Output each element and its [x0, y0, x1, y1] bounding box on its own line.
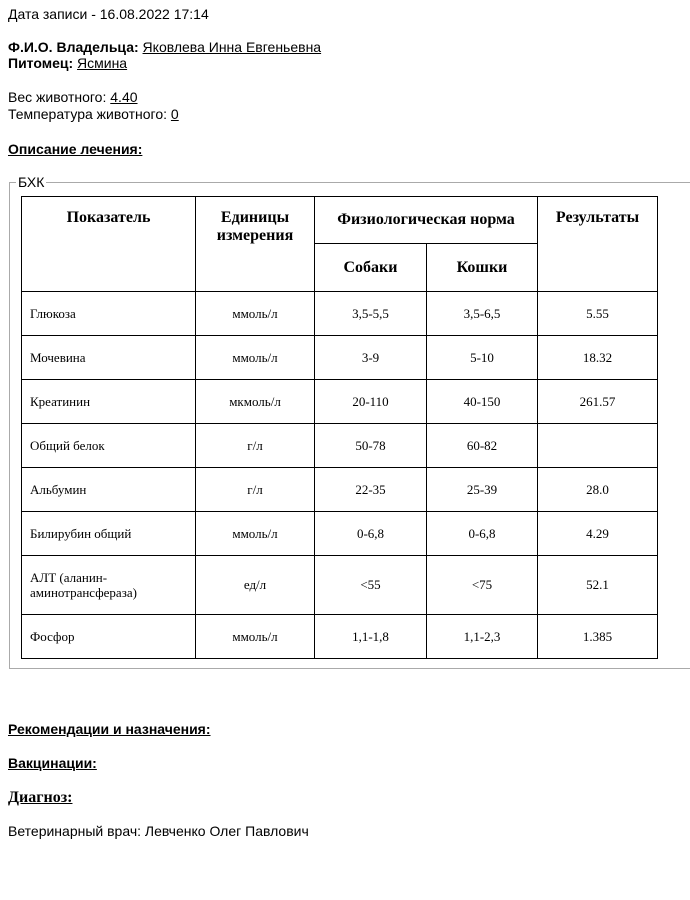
- indicator-cell: Фосфор: [22, 615, 196, 659]
- vet-row: [8, 823, 309, 839]
- result-cell: 261.57: [538, 380, 658, 424]
- dogs-norm-cell: 20-110: [315, 380, 427, 424]
- table-row: [22, 556, 658, 615]
- units-cell: ммоль/л: [196, 512, 315, 556]
- col-header-cats: Кошки: [427, 244, 538, 292]
- table-row: [22, 615, 658, 659]
- owner-name-link[interactable]: Яковлева Инна Евгеньевна: [142, 39, 322, 55]
- units-cell: ммоль/л: [196, 336, 315, 380]
- units-cell: ммоль/л: [196, 615, 315, 659]
- units-cell: мкмоль/л: [196, 380, 315, 424]
- pet-label: Питомец:: [8, 55, 74, 71]
- col-header-results: Результаты: [538, 197, 658, 292]
- col-header-units: Единицы измерения: [196, 197, 315, 292]
- table-row: [22, 336, 658, 380]
- cats-norm-cell: 3,5-6,5: [427, 292, 538, 336]
- bxk-table: [21, 196, 658, 659]
- owner-row: [8, 39, 321, 55]
- result-cell: 5.55: [538, 292, 658, 336]
- vet-label: Ветеринарный врач:: [8, 823, 141, 839]
- indicator-cell: Глюкоза: [22, 292, 196, 336]
- units-cell: ед/л: [196, 556, 315, 615]
- indicator-cell: Альбумин: [22, 468, 196, 512]
- temperature-row: [8, 106, 179, 122]
- table-row: [22, 292, 658, 336]
- cats-norm-cell: 40-150: [427, 380, 538, 424]
- indicator-cell: Мочевина: [22, 336, 196, 380]
- cats-norm-cell: 60-82: [427, 424, 538, 468]
- col-header-indicator: Показатель: [22, 197, 196, 292]
- units-cell: ммоль/л: [196, 292, 315, 336]
- dogs-norm-cell: 1,1-1,8: [315, 615, 427, 659]
- recommendations-heading: Рекомендации и назначения:: [8, 721, 211, 737]
- cats-norm-cell: 1,1-2,3: [427, 615, 538, 659]
- diagnosis-heading: Диагноз:: [8, 789, 73, 806]
- dogs-norm-cell: 22-35: [315, 468, 427, 512]
- owner-label: Ф.И.О. Владельца:: [8, 39, 139, 55]
- treatment-heading: Описание лечения:: [8, 141, 143, 157]
- dogs-norm-cell: <55: [315, 556, 427, 615]
- result-cell: 52.1: [538, 556, 658, 615]
- table-row: [22, 468, 658, 512]
- dogs-norm-cell: 3-9: [315, 336, 427, 380]
- dogs-norm-cell: 3,5-5,5: [315, 292, 427, 336]
- indicator-cell: Билирубин общий: [22, 512, 196, 556]
- col-header-norm: Физиологическая норма: [315, 197, 538, 244]
- result-cell: 4.29: [538, 512, 658, 556]
- cats-norm-cell: 0-6,8: [427, 512, 538, 556]
- cats-norm-cell: <75: [427, 556, 538, 615]
- table-row: [22, 512, 658, 556]
- indicator-cell: АЛТ (аланин-аминотрансфераза): [22, 556, 196, 615]
- record-date: Дата записи - 16.08.2022 17:14: [8, 6, 209, 22]
- cats-norm-cell: 5-10: [427, 336, 538, 380]
- table-row: [22, 380, 658, 424]
- pet-row: [8, 55, 127, 71]
- units-cell: г/л: [196, 468, 315, 512]
- weight-value[interactable]: 4.40: [110, 89, 138, 105]
- units-cell: г/л: [196, 424, 315, 468]
- col-header-dogs: Собаки: [315, 244, 427, 292]
- vaccinations-heading: Вакцинации:: [8, 755, 97, 771]
- result-cell: 28.0: [538, 468, 658, 512]
- result-cell: [538, 424, 658, 468]
- result-cell: 1.385: [538, 615, 658, 659]
- indicator-cell: Креатинин: [22, 380, 196, 424]
- pet-name-link[interactable]: Ясмина: [77, 55, 128, 71]
- weight-row: [8, 89, 138, 105]
- indicator-cell: Общий белок: [22, 424, 196, 468]
- dogs-norm-cell: 0-6,8: [315, 512, 427, 556]
- vet-name: Левченко Олег Павлович: [144, 823, 309, 839]
- result-cell: 18.32: [538, 336, 658, 380]
- table-row: [22, 424, 658, 468]
- dogs-norm-cell: 50-78: [315, 424, 427, 468]
- bxk-legend: БХК: [18, 174, 45, 190]
- weight-label: Вес животного:: [8, 89, 107, 105]
- temperature-label: Температура животного:: [8, 106, 168, 122]
- temperature-value[interactable]: 0: [170, 106, 179, 122]
- cats-norm-cell: 25-39: [427, 468, 538, 512]
